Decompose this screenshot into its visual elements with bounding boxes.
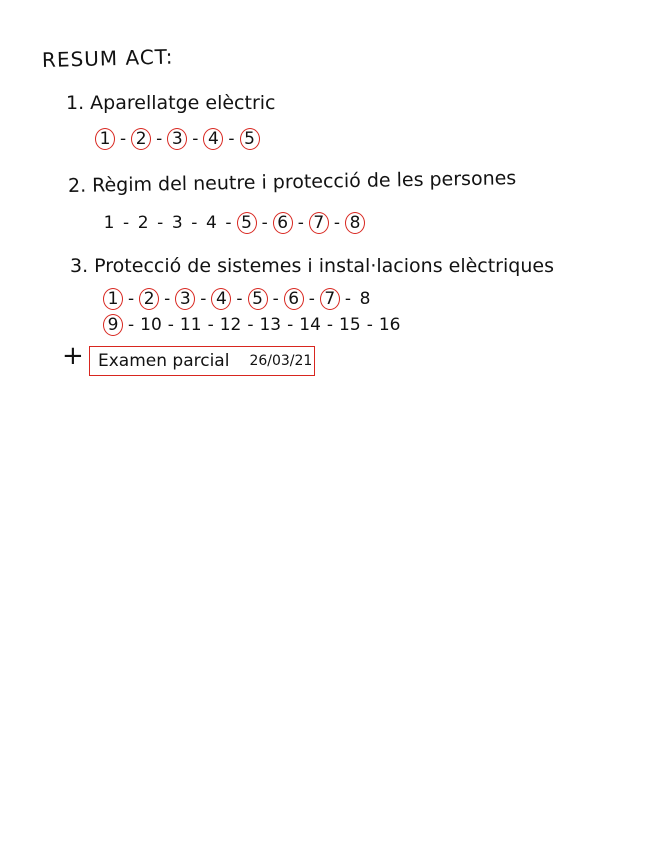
activity-number: 2 bbox=[137, 213, 149, 233]
activity-number: 3 bbox=[171, 213, 183, 233]
section-2-row-1 bbox=[100, 212, 365, 234]
circled-activity-number: 5 bbox=[240, 128, 260, 150]
section-heading-2: 2. Règim del neutre i protecció de les persones bbox=[67, 167, 517, 197]
circled-activity-number: 5 bbox=[248, 288, 268, 310]
activity-number: 8 bbox=[359, 289, 371, 309]
dash-separator: - bbox=[225, 213, 232, 233]
dash-separator: - bbox=[128, 315, 135, 335]
section-heading-3: 3. Protecció de sistemes i instal·lacions elèctriques bbox=[70, 255, 554, 277]
dash-separator: - bbox=[261, 213, 268, 233]
circled-activity-number: 4 bbox=[211, 288, 231, 310]
dash-separator: - bbox=[366, 315, 373, 335]
dash-separator: - bbox=[207, 315, 214, 335]
exam-date: 26/03/21 bbox=[249, 353, 313, 369]
circled-activity-number: 3 bbox=[167, 128, 187, 150]
dash-separator: - bbox=[120, 129, 127, 149]
circled-activity-number: 7 bbox=[320, 288, 340, 310]
circled-activity-number: 1 bbox=[103, 288, 123, 310]
circled-activity-number: 9 bbox=[103, 314, 123, 336]
dash-separator: - bbox=[156, 129, 163, 149]
dash-separator: - bbox=[333, 213, 340, 233]
activity-number: 12 bbox=[219, 315, 242, 335]
circled-activity-number: 6 bbox=[273, 212, 293, 234]
dash-separator: - bbox=[123, 213, 130, 233]
dash-separator: - bbox=[164, 289, 171, 309]
section-1-row-1 bbox=[95, 128, 260, 150]
circled-activity-number: 7 bbox=[309, 212, 329, 234]
circled-activity-number: 5 bbox=[237, 212, 257, 234]
dash-separator: - bbox=[297, 213, 304, 233]
circled-activity-number: 4 bbox=[203, 128, 223, 150]
activity-number: 16 bbox=[378, 315, 401, 335]
activity-number: 14 bbox=[299, 315, 321, 335]
dash-separator: - bbox=[326, 315, 334, 335]
dash-separator: - bbox=[157, 213, 164, 233]
activity-number: 4 bbox=[206, 213, 217, 233]
activity-number: 15 bbox=[339, 315, 361, 335]
dash-separator: - bbox=[308, 289, 315, 309]
activity-number: 11 bbox=[179, 315, 202, 335]
exam-label: Examen parcial bbox=[98, 351, 230, 371]
section-3-row-2 bbox=[103, 314, 401, 336]
dash-separator: - bbox=[128, 289, 135, 309]
circled-activity-number: 3 bbox=[175, 288, 195, 310]
dash-separator: - bbox=[247, 315, 254, 335]
dash-separator: - bbox=[344, 289, 351, 309]
exam-box bbox=[89, 346, 315, 376]
activity-number: 13 bbox=[259, 315, 282, 335]
dash-separator: - bbox=[167, 315, 174, 335]
circled-activity-number: 2 bbox=[131, 128, 151, 150]
circled-activity-number: 1 bbox=[95, 128, 115, 150]
dash-separator: - bbox=[200, 289, 207, 309]
dash-separator: - bbox=[272, 289, 279, 309]
section-3-row-1 bbox=[103, 288, 374, 310]
dash-separator: - bbox=[236, 289, 243, 309]
dash-separator: - bbox=[287, 315, 294, 335]
plus-symbol: + bbox=[62, 341, 84, 371]
activity-number: 10 bbox=[140, 315, 162, 335]
circled-activity-number: 8 bbox=[345, 212, 365, 234]
dash-separator: - bbox=[228, 129, 235, 149]
section-heading-1: 1. Aparellatge elèctric bbox=[66, 92, 276, 114]
activity-number: 1 bbox=[103, 213, 115, 233]
circled-activity-number: 2 bbox=[139, 288, 159, 310]
circled-activity-number: 6 bbox=[284, 288, 304, 310]
dash-separator: - bbox=[192, 129, 199, 149]
page-title: RESUM ACT: bbox=[41, 44, 174, 72]
dash-separator: - bbox=[191, 213, 198, 233]
